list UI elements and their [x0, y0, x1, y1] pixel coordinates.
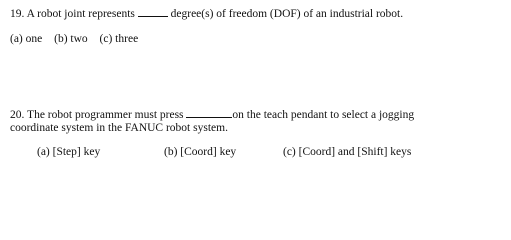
question-20-prefix: 20. The robot programmer must press [10, 109, 184, 121]
option-a: (a) one [10, 33, 43, 45]
question-20-suffix: on the teach pendant to select a jogging [232, 109, 415, 121]
option-c: (c) three [99, 33, 139, 45]
question-19-suffix: degree(s) of freedom (DOF) of an industrial robot. [170, 8, 404, 20]
option-a: (a) [Step] key [37, 146, 101, 158]
option-c: (c) [Coord] and [Shift] keys [283, 146, 412, 158]
answer-blank [138, 6, 168, 17]
question-19-prefix: 19. A robot joint represents [10, 8, 135, 20]
answer-blank [186, 107, 232, 118]
question-19-options [10, 32, 147, 46]
option-b: (b) [Coord] key [164, 146, 237, 158]
option-b: (b) two [54, 33, 88, 45]
question-20-stem-line2: coordinate system in the FANUC robot system. [10, 122, 228, 134]
question-20-stem-line1 [10, 107, 414, 122]
question-19-stem [10, 6, 403, 21]
